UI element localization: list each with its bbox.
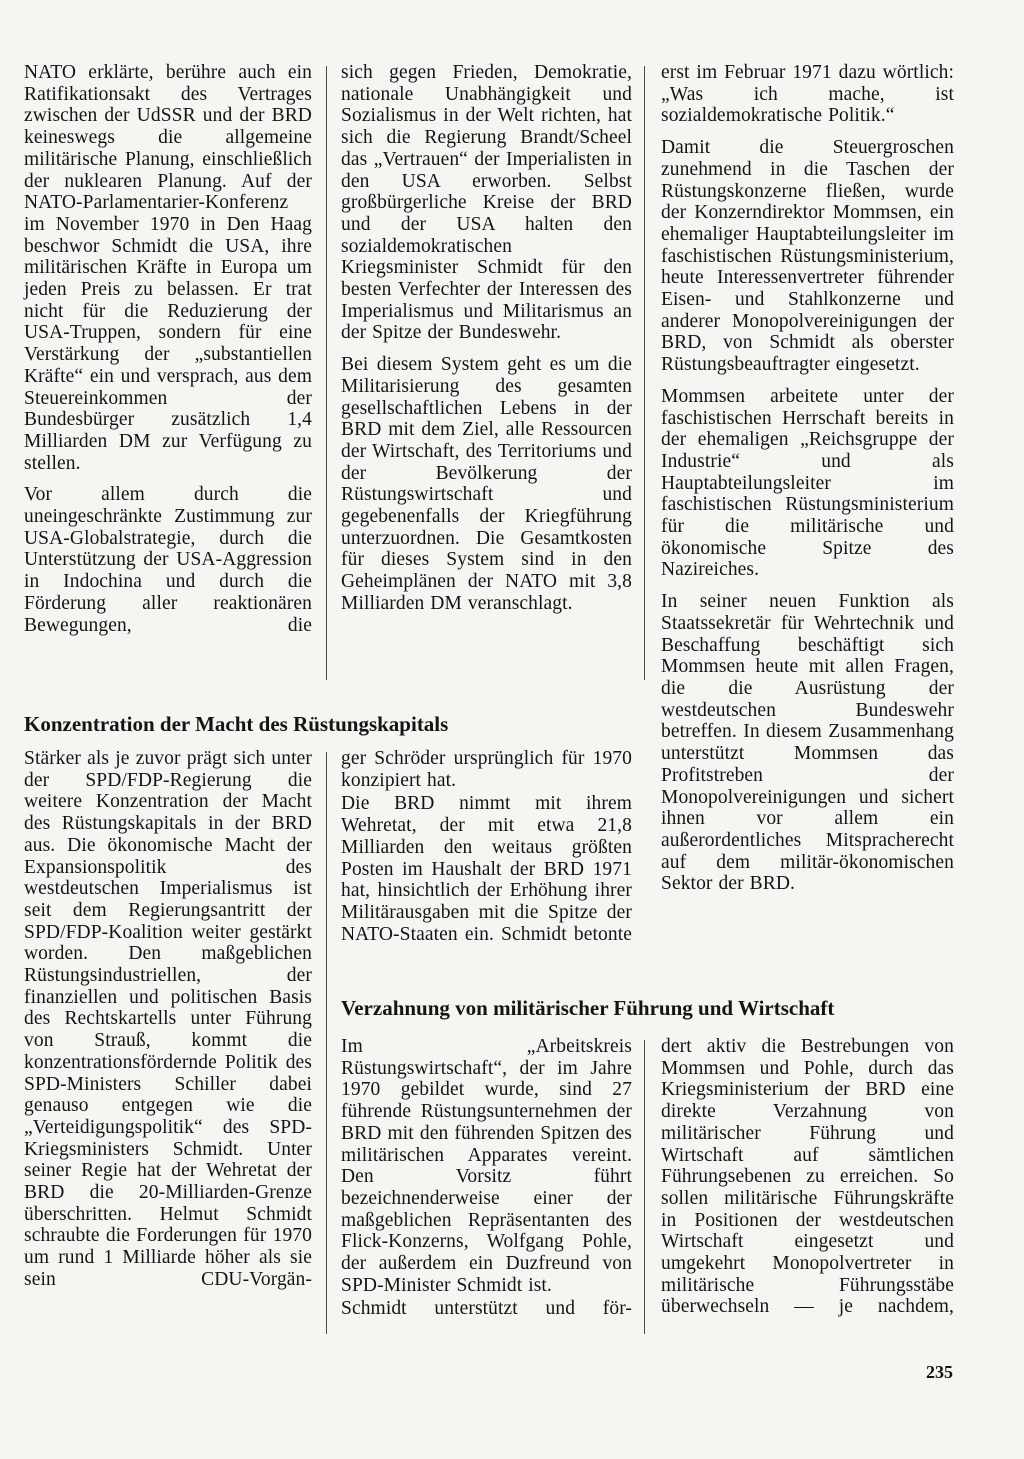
paragraph: Stärker als je zuvor prägt sich unter der SPD/FDP-Regierung die weitere Konzentration der Macht des Rüstungskapitals in der BRD aus. Die ökonomische Macht der Expansionspolitik des westdeutschen Imperialismus ist seit dem Regierungsantritt der SPD/FDP-Koalition weiter gestärkt worden. Den maßgeblichen Rüstungsindustriellen, der finanziellen und politischen Basis des Rechtskartells unter Führung von Strauß, kommt die konzentrationsfördernde Politik des SPD-Ministers Schiller dabei genauso entgegen wie die „Verteidigungspolitik“ des SPD-Kriegsministers Schmidt. Unter seiner Regie hat der Wehretat der BRD die 20-Milliarden-Grenze überschritten. Helmut Schmidt schraubte die Forderungen für 1970 um rund 1 Milliarde höher als sie sein CDU-Vorgän- (24, 748, 312, 1290)
paragraph: Damit die Steuergroschen zunehmend in die Taschen der Rüstungskonzerne fließen, wurde der Konzerndirektor Mommsen, ein ehemaliger Hauptabteilungsleiter im faschistischen Rüstungsministerium, heute Interessenvertreter führender Eisen- und Stahlkonzerne und anderer Monopolvereinigungen der BRD, von Schmidt als oberster Rüstungsbeauftragter eingesetzt. (661, 137, 954, 376)
bottom-column-3 (661, 1036, 954, 1318)
middle-column-2 (341, 748, 632, 945)
paragraph: dert aktiv die Bestrebungen von Mommsen und Pohle, durch das Kriegsministerium der BRD eine direkte Verzahnung von militärischer Führung und Wirtschaft auf sämtlichen Führungsebenen zu erreichen. So sollen militärische Führungskräfte in Positionen der westdeutschen Wirtschaft eingesetzt und umgekehrt Monopolvertreter in militärische Führungsstäbe überwechseln — je nachdem, (661, 1036, 954, 1318)
paragraph: ger Schröder ursprünglich für 1970 konzipiert hat. (341, 748, 632, 791)
paragraph: Schmidt unterstützt und för- (341, 1298, 632, 1320)
column-divider (326, 66, 327, 680)
column-divider (644, 66, 645, 680)
page-number: 235 (926, 1362, 953, 1382)
paragraph: Die BRD nimmt mit ihrem Wehretat, der mit etwa 21,8 Milliarden den weitaus größten Posten im Haushalt der BRD 1971 hat, hinsichtlich der Erhöhung ihrer Militärausgaben mit die Spitze der NATO-Staaten ein. Schmidt betonte (341, 793, 632, 945)
paragraph: NATO erklärte, berühre auch ein Ratifikationsakt des Vertrages zwischen der UdSSR und der BRD keineswegs die allgemeine militärische Planung, einschließlich der nuklearen Planung. Auf der NATO-Parlamentarier-Konferenz im November 1970 in Den Haag beschwor Schmidt die USA, ihre militärischen Kräfte in Europa um jeden Preis zu belassen. Er trat nicht für die Reduzierung der USA-Truppen, sondern für eine Verstärkung der „substantiellen Kräfte“ ein und versprach, aus dem Steuereinkommen der Bundesbürger zusätzlich 1,4 Milliarden DM zur Verfügung zu stellen. (24, 62, 312, 474)
bottom-column-2 (341, 1036, 632, 1320)
paragraph: Mommsen arbeitete unter der faschistischen Herrschaft bereits in der ehemaligen „Reichsgruppe der Industrie“ und als Hauptabteilungsleiter im faschistischen Rüstungsministerium für die militärische und ökonomische Spitze des Nazireiches. (661, 385, 954, 581)
column-divider (326, 752, 327, 1334)
top-column-1 (24, 62, 312, 636)
paragraph: Im „Arbeitskreis Rüstungswirtschaft“, der im Jahre 1970 gebildet wurde, sind 27 führende Rüstungsunternehmen der BRD mit den führenden Spitzen des militärischen Apparates vereint. Den Vorsitz führt bezeichnenderweise einer der maßgeblichen Repräsentanten des Flick-Konzerns, Wolfgang Pohle, der außerdem ein Duzfreund von SPD-Minister Schmidt ist. (341, 1036, 632, 1296)
paragraph: sich gegen Frieden, Demokratie, nationale Unabhängigkeit und Sozialismus in der Welt richten, hat sich die Regierung Brandt/Scheel das „Vertrauen“ der Imperialisten in den USA erworben. Selbst großbürgerliche Kreise der BRD und der USA halten den sozialdemokratischen Kriegsminister Schmidt für den besten Verfechter der Interessen des Imperialismus und Militarismus an der Spitze der Bundeswehr. (341, 62, 632, 344)
paragraph: erst im Februar 1971 dazu wörtlich: „Was ich mache, ist sozialdemokratische Politik.“ (661, 62, 954, 127)
column-divider (644, 1040, 645, 1334)
paragraph: Vor allem durch die uneingeschränkte Zustimmung zur USA-Globalstrategie, durch die Unterstützung der USA-Aggression in Indochina und durch die Förderung aller reaktionären Bewegungen, die (24, 484, 312, 636)
middle-column-1 (24, 748, 312, 1291)
top-column-2 (341, 62, 632, 615)
top-column-3 (661, 62, 954, 895)
section-heading: Konzentration der Macht des Rüstungskapitals (24, 712, 449, 736)
paragraph: Bei diesem System geht es um die Militarisierung des gesamten gesellschaftlichen Lebens in der BRD mit dem Ziel, alle Ressourcen der Wirtschaft, des Territoriums und der Bevölkerung der Rüstungswirtschaft und gegebenenfalls der Kriegführung unterzuordnen. Die Gesamtkosten für dieses System sind in den Geheimplänen der NATO mit 3,8 Milliarden DM veranschlagt. (341, 354, 632, 614)
section-heading: Verzahnung von militärischer Führung und Wirtschaft (341, 996, 835, 1020)
paragraph: In seiner neuen Funktion als Staatssekretär für Wehrtechnik und Beschaffung beschäftigt sich Mommsen heute mit allen Fragen, die die Ausrüstung der westdeutschen Bundeswehr betreffen. In diesem Zusammenhang unterstützt Mommsen das Profitstreben der Monopolvereinigungen und sichert ihnen vor allem ein außerordentliches Mitspracherecht auf dem militär-ökonomischen Sektor der BRD. (661, 591, 954, 895)
